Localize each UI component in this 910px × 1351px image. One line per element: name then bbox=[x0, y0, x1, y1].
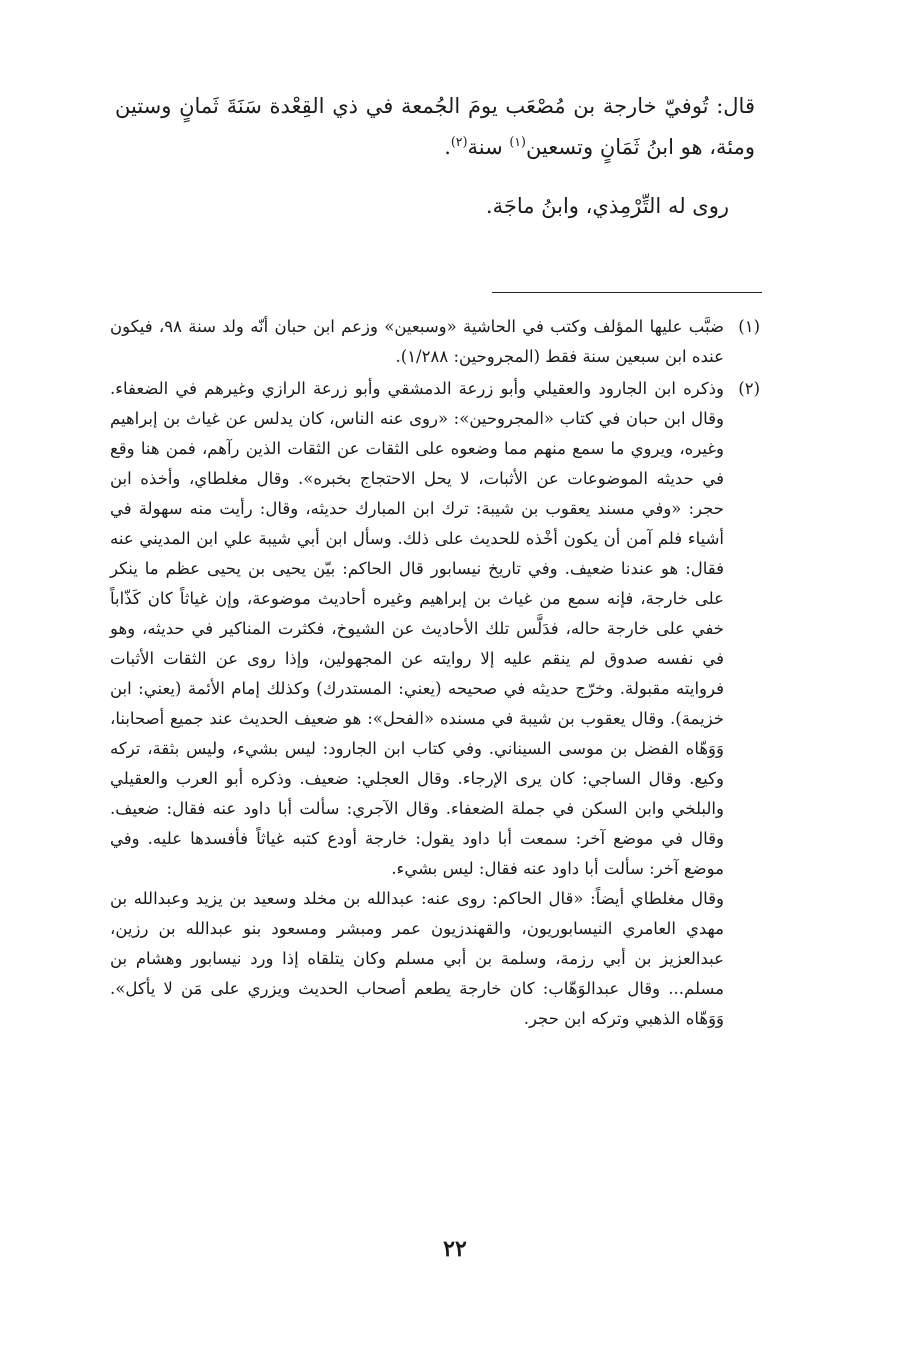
main-text-segment: قال: تُوفيّ خارجة بن مُصْعَب يومَ الجُمعة في ذي القِعْدة سَنَةَ ثَمانٍ وستين ومئة، هو ابنُ ثَمَانٍ وتسعين bbox=[115, 94, 755, 159]
footnote-1 bbox=[110, 312, 760, 372]
page-number: ٢٢ bbox=[443, 1236, 467, 1262]
footnote-ref-1[interactable]: (١) bbox=[509, 133, 526, 149]
main-paragraph bbox=[115, 86, 755, 168]
footnote-2 bbox=[110, 374, 760, 1034]
main-text-segment: . bbox=[444, 134, 451, 159]
footnote-paragraph: ضبَّب عليها المؤلف وكتب في الحاشية «وسبعين» وزعم ابن حبان أنّه ولد سنة ٩٨، فيكون عنده ابن سبعين سنة فقط (المجروحين: ١/٢٨٨). bbox=[110, 317, 724, 367]
footnote-body bbox=[110, 312, 724, 372]
footnotes bbox=[110, 312, 760, 1036]
narrators-line: روى له التِّرْمِذي، وابنُ ماجَة. bbox=[485, 193, 729, 218]
footnote-ref-2[interactable]: (٢) bbox=[450, 133, 468, 149]
main-text-segment: سنة bbox=[467, 134, 510, 159]
footnote-number: (١) bbox=[738, 317, 760, 336]
footnote-paragraph: وقال مغلطاي أيضاً: «قال الحاكم: روى عنه: عبدالله بن مخلد وسعيد بن يزيد وعبدالله بن مهدي العامري النيسابوريون، والقهندزيون عمر ومبشر ومسعود بنو عبدالله بن رزين، عبدالعزيز بن أبي رزمة، وسلمة بن أبي مسلم وكان يتلقاه إذا ورد نيسابور وهشام بن مسلم... وقال عبدالوَهّاب: كان خارجة يطعم أصحاب الحديث ويزري على مَن لا يأكل». وَوَهّاه الذهبي وتركه ابن حجر. bbox=[110, 889, 724, 1029]
footnote-number: (٢) bbox=[738, 379, 760, 399]
footnote-body bbox=[110, 374, 724, 1034]
footnote-separator bbox=[492, 292, 762, 293]
footnote-paragraph: وذكره ابن الجارود والعقيلي وأبو زرعة الدمشقي وأبو زرعة الرازي وغيرهم في الضعفاء. وقال ابن حبان في كتاب «المجروحين»: «روى عنه الناس، كان يدلس عن غياث بن إبراهيم وغيره، ويروي ما سمع منهم مما وضعوه على الثقات عن الثقات الذين رآهم، فمن هنا وقع في حديثه الموضوعات عن الأثبات، لا يحل الاحتجاج بخبره». وقال مغلطاي، وأخذه ابن حجر: «وفي مسند يعقوب بن شيبة: ترك ابن المبارك حديثه، وقال: رأيت منه سهولة في أشياء فلم آمن أن يكون أخْذه للحديث على ذلك. وسأل ابن أبي شيبة علي ابن المديني عنه فقال: هو عندنا ضعيف. وفي تاريخ نيسابور قال الحاكم: بيّن يحيى بن يحيى عظم ما ينكر على خارجة، فإنه سمع من غياث بن إبراهيم وغيره أحاديث موضوعة، وإن غياثاً كان كَذّاباً خفي على خارجة حاله، فدَلَّس تلك الأحاديث عن الشيوخ، فكثرت المناكير في حديثه، وهو في نفسه صدوق لم ينقم عليه إلا روايته عن المجهولين، وإذا روى عن الثقات الأثبات فروايته مقبولة. وخرّج حديثه في صحيحه (يعني: المستدرك) وكذلك إمام الأئمة (يعني: ابن خزيمة). وقال يعقوب بن شيبة في مسنده «الفحل»: هو ضعيف الحديث عند جميع أصحابنا، وَوَهّاه الفضل بن موسى السيناني. وفي كتاب ابن الجارود: ليس بشيء، وليس بثقة، تركه وكيع. وقال الساجي: كان يرى الإرجاء. وقال العجلي: ضعيف. وذكره أبو العرب والعقيلي والبلخي وابن السكن في جملة الضعفاء. وقال الآجري: سألت أبا داود عنه فقال: ضعيف. وقال في موضع آخر: سمعت أبا داود يقول: خارجة أودع كتبه غياثاً فأفسدها عليه. وفي موضع آخر: سألت أبا داود عنه فقال: ليس بشيء. bbox=[110, 379, 724, 879]
main-text bbox=[115, 86, 755, 227]
